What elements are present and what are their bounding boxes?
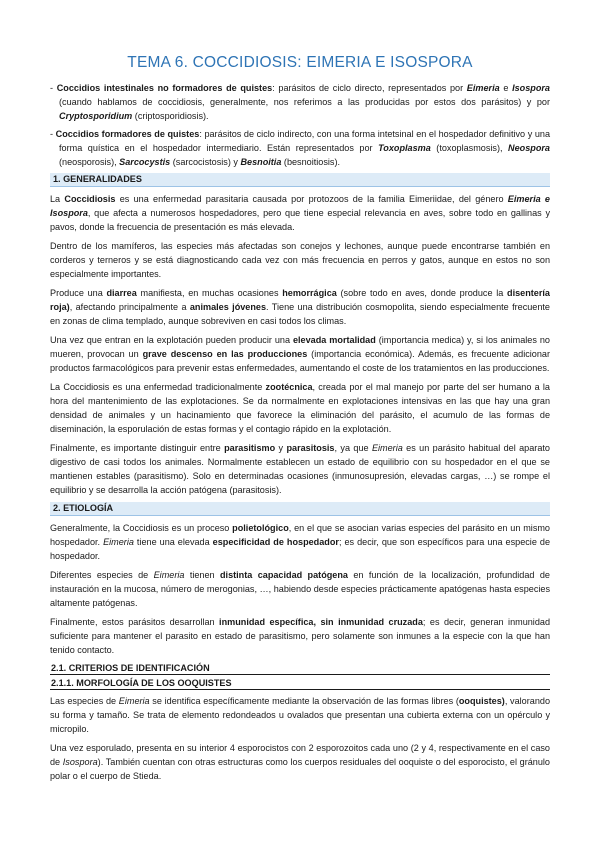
text-run: (neosporosis),	[59, 157, 120, 167]
text-run: , ya que	[334, 443, 372, 453]
italic-term: Eimeria	[103, 537, 134, 547]
bold-term: grave descenso en las producciones	[142, 349, 308, 359]
italic-term: Isospora	[512, 83, 550, 93]
text-run: tienen	[184, 570, 220, 580]
text-run: Una vez que entran en la explotación pueden producir una	[50, 335, 293, 345]
bullet-item-cyst: - Coccidios formadores de quistes: parásitos de ciclo indirecto, con una forma intetsinal en el hospedador definitivo y una forma quística en el hospedador intermediario. Están representados por Toxoplasma (toxoplasmosis), Neospora (neosporosis), Sarcocystis (sarcocistosis) y Besnoitia (besnoitiosis).	[50, 129, 551, 167]
text-run: es un parásito habitual del aparato digestivo de casi todos los animales. Normalmente establecen un estado de equilibrio con su hospedador en el que se mantienen estables (parasitismo). Solo en determinadas ocasiones (inmunosupresión, elevadas cargas, …) se rompe el equilibrio y se desarrolla la acción patógena (parasitosis).	[50, 443, 550, 495]
intro-bullet-list	[50, 81, 550, 169]
paragraph	[50, 441, 550, 497]
text-run: Produce una	[50, 288, 107, 298]
italic-term: Eimeria	[466, 83, 500, 93]
text-run: e	[499, 83, 513, 93]
text-run: ). También cuentan con otras estructuras como los cuerpos residuales del ooquiste o del esporocisto, el gránulo polar o el cuerpo de Stieda.	[50, 757, 550, 781]
text-run: manifiesta, en muchas ocasiones	[136, 288, 283, 298]
text-run: (criptosporidiosis).	[132, 111, 209, 121]
text-run: , en el que se asocian varias especies del parásito en un mismo hospedador.	[50, 523, 550, 547]
bold-term: Coccidios formadores de quistes	[55, 129, 200, 139]
bold-term: hemorrágica	[282, 288, 337, 298]
bold-term: ooquistes)	[458, 696, 505, 706]
paragraph: Dentro de los mamíferos, las especies más afectadas son conejos y lechones, aunque puede encontrarse también en corderos y terneros y se está diagnosticando cada vez con más frecuencia en perros y gatos, aunque en estos no son especialmente importantes.	[50, 241, 550, 279]
bold-term: parasitismo	[224, 443, 276, 453]
text-run: (sarcocistosis) y	[170, 157, 241, 167]
text-run: , afectando principalmente a	[69, 302, 190, 312]
bold-term: elevada mortalidad	[292, 335, 376, 345]
section-heading-etiologia: 2. ETIOLOGÍA	[50, 502, 550, 516]
italic-term: Isospora	[62, 757, 98, 767]
document-page	[50, 54, 550, 788]
section-heading-generalidades: 1. GENERALIDADES	[50, 173, 550, 187]
text-run: : parásitos de ciclo directo, representados por	[272, 83, 467, 93]
text-run: : parásitos de ciclo indirecto, con una forma intetsinal en el hospedador definitivo y una forma quística en el hospedador intermediario. Están representados por	[59, 129, 551, 153]
text-run: se identifica específicamente mediante la observación de las formas libres (	[149, 696, 459, 706]
paragraph	[50, 380, 550, 436]
text-run: Diferentes especies de	[50, 570, 154, 580]
bold-italic-term: Toxoplasma	[378, 143, 431, 153]
text-run: ; es decir, generan inmunidad suficiente para mantener el parasito en estado de parasitismo, pero solamente son inmunes a la especie con la que han tenido contacto.	[50, 617, 551, 655]
paragraph	[50, 333, 550, 375]
paragraph	[50, 521, 550, 563]
italic-term: Eimeria	[153, 570, 185, 580]
text-run: (importancia económica). Además, es frecuente adicionar productos farmacológicos para prevenir estas enfermedades, aumentando el coste de los tratamientos en las producciones.	[50, 349, 551, 373]
bold-term: animales jóvenes	[189, 302, 267, 312]
paragraph	[50, 286, 550, 328]
text-run: (sobre todo en aves, donde produce la	[336, 288, 508, 298]
bold-italic-term: Cryptosporidium	[59, 111, 133, 121]
bold-term: diarrea	[106, 288, 137, 298]
paragraph	[50, 615, 550, 657]
bold-term: parasitosis	[286, 443, 335, 453]
text-run: es una enfermedad parasitaria causada por protozoos de la familia Eimeriidae, del género	[115, 194, 508, 204]
italic-term: Eimeria	[371, 443, 403, 453]
paragraph	[50, 568, 550, 610]
text-run: . Tiene una distribución cosmopolita, siendo especialmente frecuente en zonas de clima templado, aunque sobreviven en casi todos los climas.	[50, 302, 550, 326]
text-run: La	[50, 194, 65, 204]
bold-italic-term: Neospora	[508, 143, 550, 153]
text-run: , que afecta a numerosos hospedadores, pero que tiene especial relevancia en aves, sobre todo en gallinas y pavos, donde la frecuencia de presentación es más elevada.	[50, 208, 550, 232]
text-run: Generalmente, la Coccidiosis es un proceso	[50, 523, 233, 533]
text-run: , creada por el mal manejo por parte del ser humano a la hora del mantenimiento de las explotaciones. Se da normalmente en explotaciones intensivas en las que hay una gran densidad de animales y un hacinamiento que favorece la eliminación del parásito, el acumulo de las formas de diseminación, la esporulación de estas formas y el contagio rápido en la explotación.	[50, 382, 550, 434]
text-run: (besnoitiosis).	[281, 157, 341, 167]
text-run: (importancia medica) y, si los animales no mueren, provocan un	[50, 335, 550, 359]
subsubsection-heading-morfologia: 2.1.1. MORFOLOGÍA DE LOS OOQUISTES	[50, 677, 550, 690]
text-run: Las especies de	[50, 696, 119, 706]
text-run: (toxoplasmosis),	[430, 143, 509, 153]
text-run: tiene una elevada	[133, 537, 213, 547]
paragraph	[50, 192, 550, 234]
paragraph	[50, 694, 550, 736]
bold-term: polietológico	[232, 523, 289, 533]
text-run: ; es decir, que son específicos para una especie de hospedador.	[50, 537, 551, 561]
bold-term: Coccidiosis	[64, 194, 116, 204]
text-run: y	[275, 443, 287, 453]
bold-italic-term: Eimeria e Isospora	[50, 194, 550, 218]
bold-italic-term: Sarcocystis	[119, 157, 171, 167]
bold-term: inmunidad específica, sin inmunidad cruzada	[219, 617, 423, 627]
bold-term: Coccidios intestinales no formadores de quistes	[56, 83, 273, 93]
text-run: La Coccidiosis es una enfermedad tradicionalmente	[50, 382, 266, 392]
text-run: , valorando su forma y tamaño. Se trata de elemento redondeados u ovalados que presentan una cubierta externa con un opérculo y micropilo.	[50, 696, 550, 734]
subsection-heading-criterios: 2.1. CRITERIOS DE IDENTIFICACIÓN	[50, 662, 550, 675]
text-run: (cuando hablamos de coccidiosis, generalmente, nos referimos a las producidas por estos dos parásitos) y por	[59, 97, 550, 107]
bold-term: especificidad de hospedador	[212, 537, 339, 547]
bold-italic-term: Besnoitia	[240, 157, 282, 167]
bold-term: zootécnica	[265, 382, 313, 392]
text-run: Una vez esporulado, presenta en su interior 4 esporocistos con 2 esporozoitos cada uno (2 y 4, respectivamente en el caso de	[50, 743, 550, 767]
bold-term: disentería roja)	[50, 288, 550, 312]
text-run: Finalmente, estos parásitos desarrollan	[50, 617, 220, 627]
bullet-item-non-cyst: - Coccidios intestinales no formadores de quistes: parásitos de ciclo directo, representados por Eimeria e Isospora (cuando hablamos de coccidiosis, generalmente, nos referimos a las producidas por estos dos parásitos) y por Cryptosporidium (criptosporidiosis).	[50, 83, 550, 121]
italic-term: Eimeria	[118, 696, 150, 706]
bold-term: distinta capacidad patógena	[219, 570, 348, 580]
paragraph	[50, 741, 550, 783]
page-title: TEMA 6. COCCIDIOSIS: EIMERIA E ISOSPORA	[127, 54, 473, 71]
text-run: Finalmente, es importante distinguir entre	[50, 443, 225, 453]
text-run: en función de la localización, profundidad de instauración en la mucosa, número de merogonias, …, habiendo desde especies prácticamente apatógenas hasta especies altamente patógenas.	[50, 570, 550, 608]
